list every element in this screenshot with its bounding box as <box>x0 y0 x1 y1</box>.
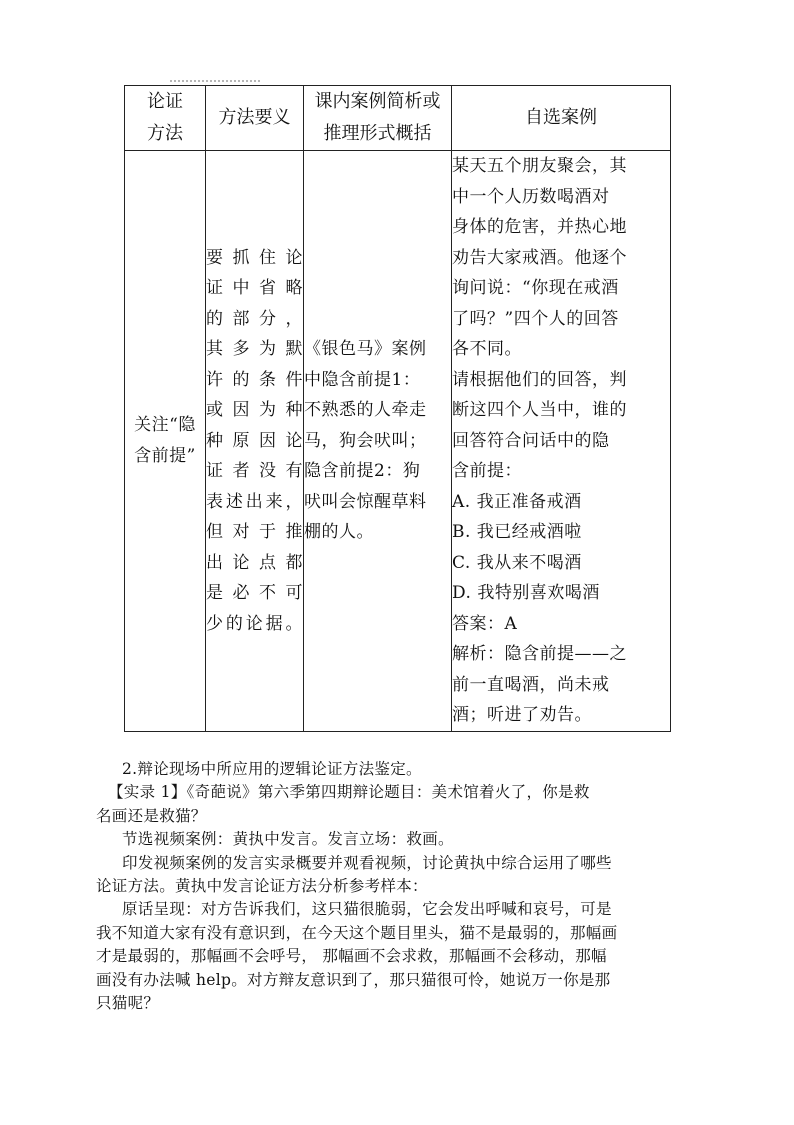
paragraph-heading: 2.辩论现场中所应用的逻辑论证方法鉴定。 <box>122 760 422 778</box>
own-case-line: 询问说：“你现在戒酒 <box>452 278 619 298</box>
own-case-line: 含前提： <box>452 461 522 481</box>
excerpt-line: 节选视频案例：黄执中发言。发言立场：救画。 <box>122 830 454 849</box>
own-case-line: 身体的危害，并热心地 <box>452 217 627 237</box>
course-case-line: 马，狗会吠叫； <box>304 430 427 451</box>
body-section <box>96 758 706 1015</box>
header-own-case <box>452 86 671 151</box>
own-case-line: 劝告大家戒酒。他逐个 <box>452 247 627 268</box>
table-row <box>125 151 671 732</box>
essence-line: 其多为默 <box>206 339 303 359</box>
own-case-line: 各不同。 <box>452 339 522 359</box>
essence-line: 表述出来， <box>206 491 303 512</box>
header-method-text: 论证 方法 <box>147 91 183 144</box>
course-case-line: 棚的人。 <box>304 522 374 542</box>
quote-line: 画没有办法喊 help。对方辩友意识到了，那只猫很可怜，她说万一你是那 <box>96 970 611 989</box>
own-case-cell <box>452 151 671 732</box>
record-line: 名画还是救猫？ <box>96 806 207 825</box>
method-cell <box>125 151 206 732</box>
method-line: 含前提” <box>134 445 196 466</box>
essence-line: 种原因论 <box>206 430 303 451</box>
argument-method-table <box>124 85 671 732</box>
essence-line: 证者没有 <box>206 461 303 481</box>
essence-line: 出论点都 <box>206 552 303 573</box>
own-case-line: 某天五个朋友聚会，其 <box>452 156 627 176</box>
header-essence <box>206 86 304 151</box>
own-case-line: A. 我正准备戒酒 <box>452 491 582 512</box>
course-case-line: 不熟悉的人牵走 <box>304 400 427 420</box>
essence-line: 要抓住论 <box>206 247 303 268</box>
own-case-line: 中一个人历数喝酒对 <box>452 186 610 207</box>
header-method <box>125 86 206 151</box>
course-case-line: 《银色马》案例 <box>304 339 427 359</box>
table-header-row <box>125 86 671 151</box>
course-case-cell <box>304 151 452 732</box>
own-case-line: D. 我特别喜欢喝酒 <box>452 583 600 603</box>
course-case-line: 吠叫会惊醒草料 <box>304 491 427 512</box>
own-case-line: C. 我从来不喝酒 <box>452 552 582 573</box>
own-case-line: 前一直喝酒，尚未戒 <box>452 674 610 695</box>
header-course-case-text: 课内案例简析或 推理形式概括 <box>314 91 441 144</box>
header-essence-text: 方法要义 <box>218 107 291 128</box>
essence-line: 的部分， <box>206 308 303 329</box>
instruction-line: 印发视频案例的发言实录概要并观看视频，讨论黄执中综合运用了哪些 <box>122 853 612 872</box>
header-course-case <box>304 86 452 151</box>
course-case-line: 隐含前提2：狗 <box>304 461 421 481</box>
own-case-line: 答案：A <box>452 613 518 634</box>
quote-line: 才是最弱的，那幅画不会呼号， 那幅画不会求救，那幅画不会移动，那幅 <box>96 947 607 966</box>
method-line: 关注“隐 <box>134 415 196 436</box>
essence-line: 许的条件 <box>206 369 303 390</box>
essence-line: 少的论据。 <box>206 613 303 634</box>
quote-line: 只猫呢？ <box>96 994 160 1013</box>
own-case-line: 断这四个人当中，谁的 <box>452 400 627 420</box>
header-own-case-text: 自选案例 <box>525 107 597 128</box>
course-case-line: 中隐含前提1： <box>304 369 421 390</box>
own-case-line: 酒；听进了劝告。 <box>452 705 592 725</box>
own-case-line: 了吗？”四个人的回答 <box>452 308 619 329</box>
essence-cell <box>206 151 304 732</box>
own-case-line: B. 我已经戒酒啦 <box>452 522 582 542</box>
quote-line: 我不知道大家有没有意识到，在今天这个题目里头，猫不是最弱的，那幅画 <box>96 923 618 942</box>
own-case-line: 回答符合问话中的隐 <box>452 430 610 451</box>
quote-line: 原话呈现：对方告诉我们，这只猫很脆弱，它会发出呼喊和哀号，可是 <box>122 900 612 919</box>
essence-line: 但对于推 <box>206 522 303 542</box>
faint-header-mark <box>170 70 260 82</box>
essence-line: 或因为种 <box>206 400 303 420</box>
own-case-line: 解析：隐含前提——之 <box>452 644 627 664</box>
essence-line: 是必不可 <box>206 583 303 603</box>
own-case-line: 请根据他们的回答，判 <box>452 369 627 390</box>
instruction-line: 论证方法。黄执中发言论证方法分析参考样本： <box>96 877 428 896</box>
essence-line: 证中省略 <box>206 278 303 298</box>
record-line: 【实录 1】《奇葩说》第六季第四期辩论题目：美术馆着火了，你是救 <box>108 783 590 802</box>
